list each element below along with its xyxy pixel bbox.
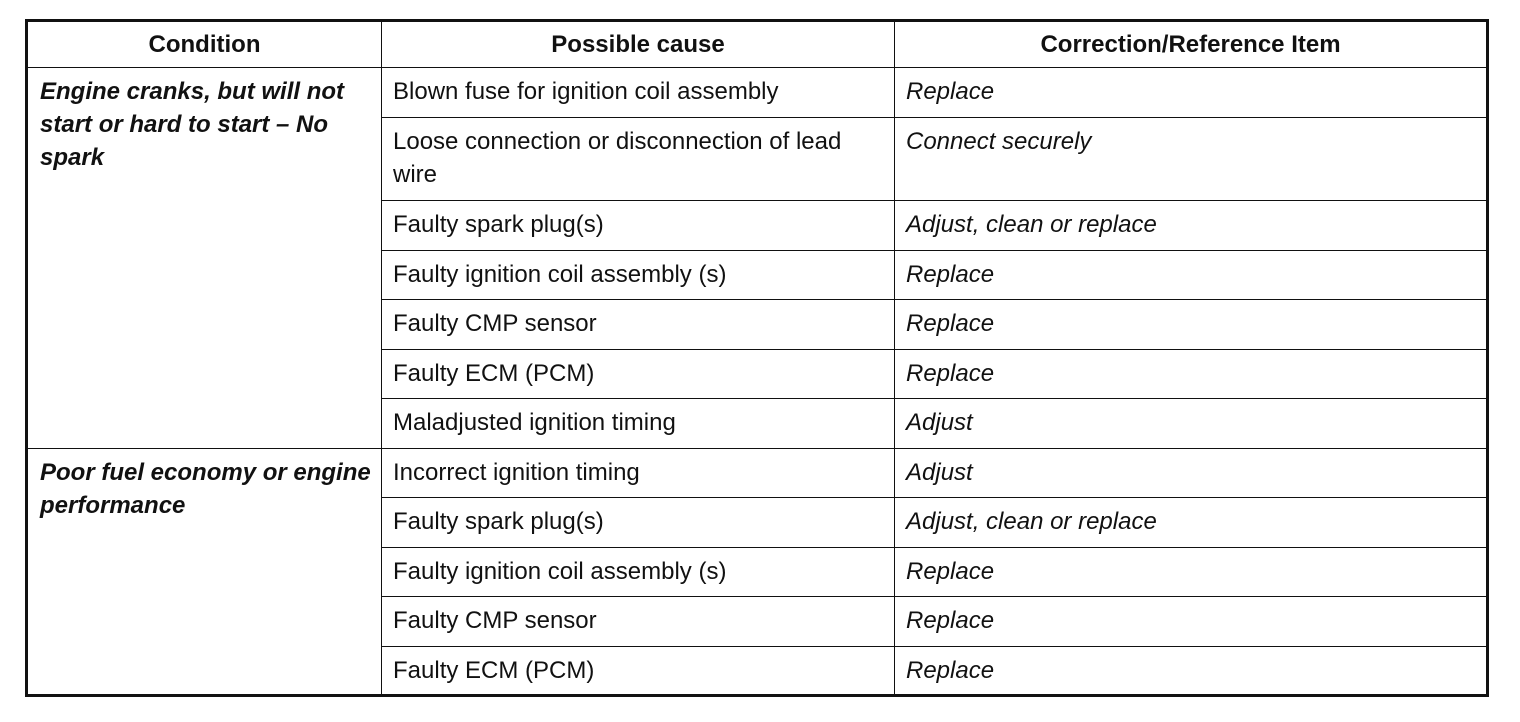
correction-cell: Replace	[895, 547, 1488, 597]
cause-cell: Incorrect ignition timing	[382, 448, 895, 498]
correction-cell: Replace	[895, 646, 1488, 696]
condition-cell: Engine cranks, but will not start or hard to start – No spark	[27, 68, 382, 449]
cause-cell: Faulty ECM (PCM)	[382, 646, 895, 696]
correction-cell: Adjust, clean or replace	[895, 498, 1488, 548]
cause-cell: Loose connection or disconnection of lead wire	[382, 118, 895, 201]
cause-cell: Faulty ignition coil assembly (s)	[382, 547, 895, 597]
correction-cell: Replace	[895, 300, 1488, 350]
cause-cell: Faulty ECM (PCM)	[382, 349, 895, 399]
cause-cell: Blown fuse for ignition coil assembly	[382, 68, 895, 118]
correction-cell: Replace	[895, 349, 1488, 399]
correction-cell: Replace	[895, 68, 1488, 118]
table-row	[27, 68, 1488, 118]
header-row	[27, 21, 1488, 68]
correction-cell: Connect securely	[895, 118, 1488, 201]
cause-cell: Faulty CMP sensor	[382, 300, 895, 350]
cause-cell: Faulty ignition coil assembly (s)	[382, 250, 895, 300]
troubleshooting-table	[25, 19, 1489, 697]
cause-cell: Faulty CMP sensor	[382, 597, 895, 647]
header-correction: Correction/Reference Item	[895, 21, 1488, 68]
header-possible-cause: Possible cause	[382, 21, 895, 68]
correction-cell: Adjust	[895, 448, 1488, 498]
condition-cell: Poor fuel economy or engine performance	[27, 448, 382, 696]
table-row	[27, 448, 1488, 498]
header-condition: Condition	[27, 21, 382, 68]
correction-cell: Adjust	[895, 399, 1488, 449]
cause-cell: Faulty spark plug(s)	[382, 498, 895, 548]
cause-cell: Faulty spark plug(s)	[382, 201, 895, 251]
correction-cell: Replace	[895, 597, 1488, 647]
correction-cell: Replace	[895, 250, 1488, 300]
correction-cell: Adjust, clean or replace	[895, 201, 1488, 251]
cause-cell: Maladjusted ignition timing	[382, 399, 895, 449]
